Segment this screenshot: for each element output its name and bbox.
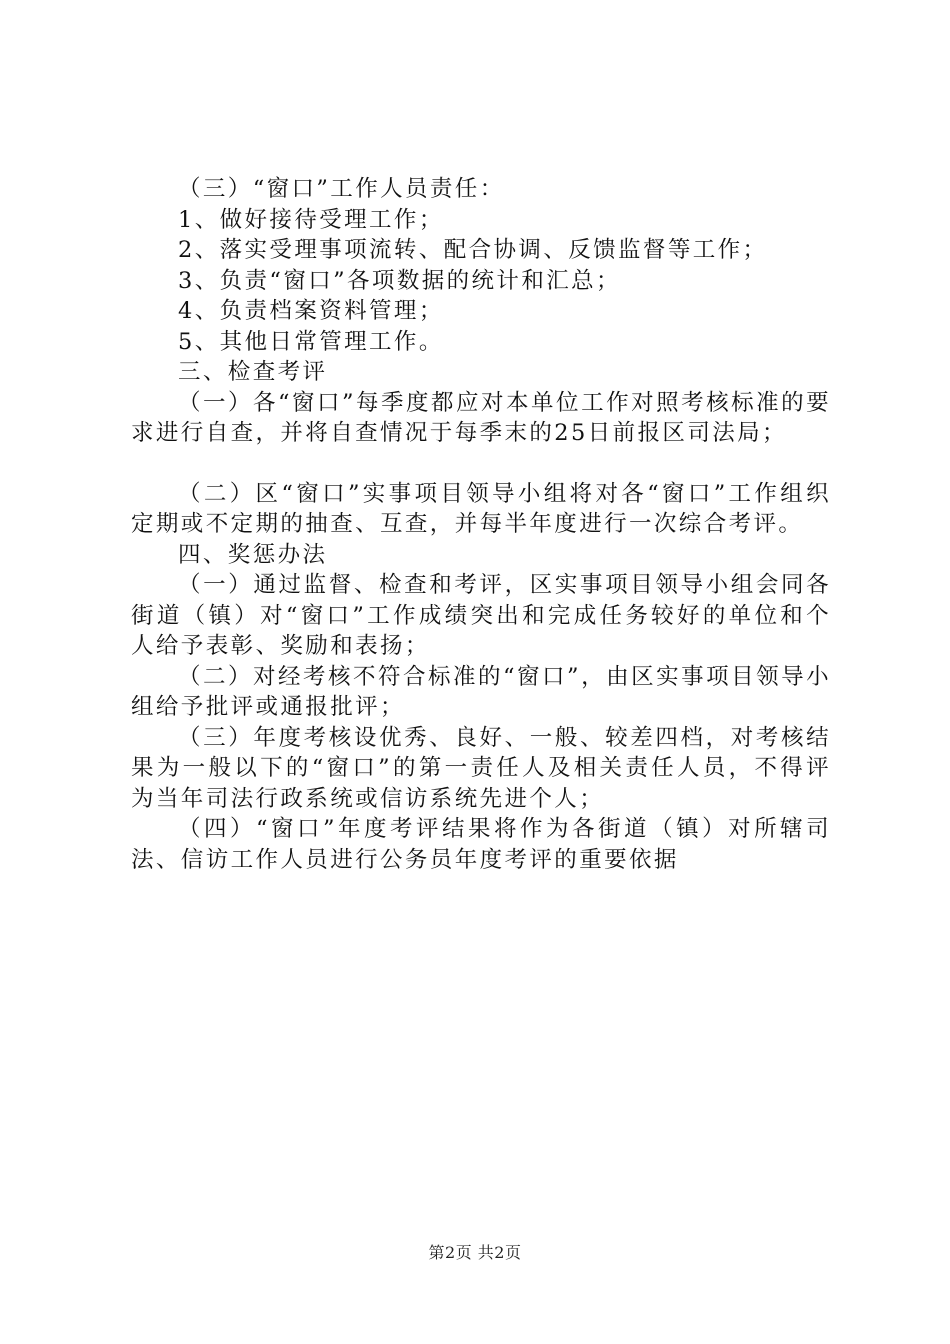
document-paragraph: 2、落实受理事项流转、配合协调、反馈监督等工作； — [178, 237, 768, 263]
document-paragraph: （一）各“窗口”每季度都应对本单位工作对照考核标准的要求进行自查，并将自查情况于每季末的25日前报区司法局； — [131, 389, 831, 446]
document-paragraph: 4、负责档案资料管理； — [178, 298, 444, 324]
document-body — [131, 174, 831, 875]
document-paragraph: （二）区“窗口”实事项目领导小组将对各“窗口”工作组织定期或不定期的抽查、互查，并每半年度进行一次综合考评。 — [131, 480, 831, 537]
page-footer: 第2页 共2页 — [428, 1243, 522, 1262]
document-paragraph: （三）年度考核设优秀、良好、一般、较差四档，对考核结果为一般以下的“窗口”的第一责任人及相关责任人员，不得评为当年司法行政系统或信访系统先进个人； — [131, 724, 831, 812]
document-paragraph: （二）对经考核不符合标准的“窗口”，由区实事项目领导小组给予批评或通报批评； — [131, 663, 831, 720]
document-paragraph: （四）“窗口”年度考评结果将作为各街道（镇）对所辖司法、信访工作人员进行公务员年度考评的重要依据 — [131, 816, 831, 873]
document-paragraph: （三）“窗口”工作人员责任： — [178, 176, 505, 202]
document-paragraph: （一）通过监督、检查和考评，区实事项目领导小组会同各街道（镇）对“窗口”工作成绩突出和完成任务较好的单位和个人给予表彰、奖励和表扬； — [131, 572, 831, 659]
document-paragraph: 四、奖惩办法 — [178, 541, 328, 568]
paragraph-spacer — [131, 449, 831, 479]
document-paragraph: 三、检查考评 — [178, 359, 328, 385]
document-paragraph: 5、其他日常管理工作。 — [178, 328, 444, 355]
document-paragraph: 3、负责“窗口”各项数据的统计和汇总； — [178, 267, 621, 294]
document-paragraph: 1、做好接待受理工作； — [178, 206, 444, 233]
